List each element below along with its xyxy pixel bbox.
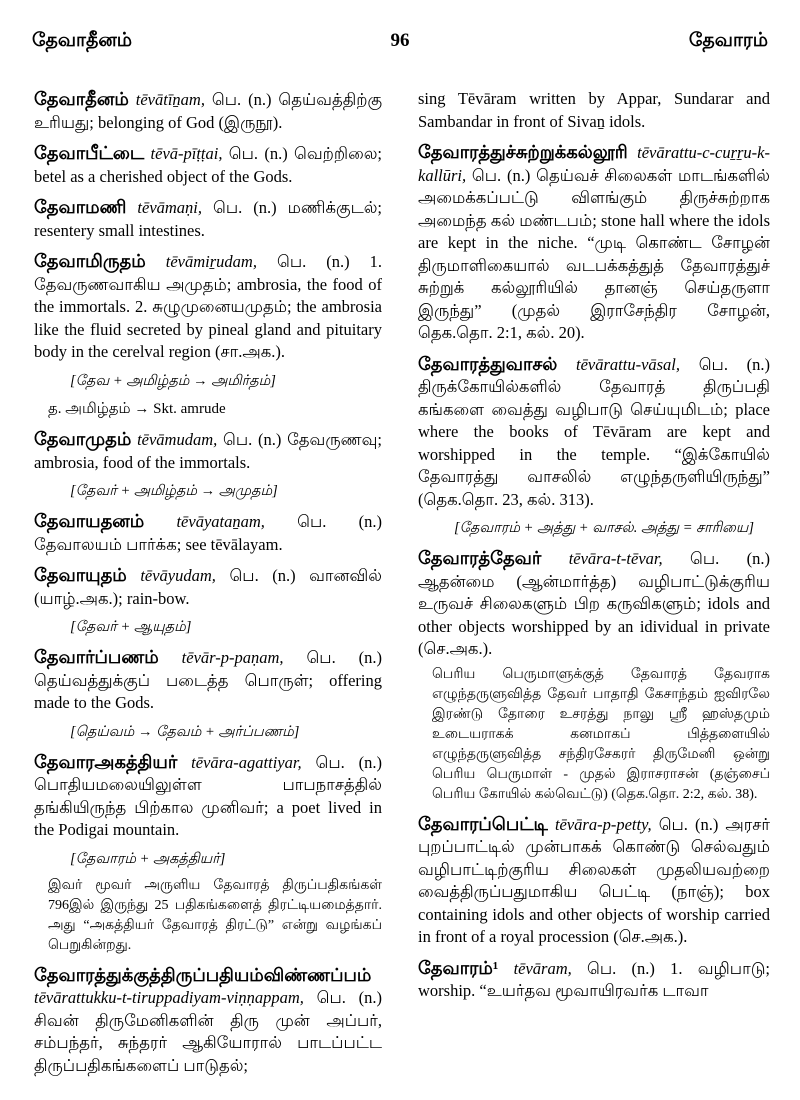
entry-definition: பெ. (n.) சிவன் திருமேனிகளின் திரு முன் அப்பர், சம்பந்தர், சுந்தரர் ஆகியோரால் பாடப்பட்ட திருப்பதிகங்களைப் பாடுதல்; — [34, 988, 382, 1075]
entry-transliteration: tēvāra-p-petty, — [554, 814, 652, 834]
entry-definition: பெ. (n.) திருக்கோயில்களில் தேவாரத் திருப்பதி கங்களை வைத்து வழிபாடு செய்யுமிடம்; place where the books of Tēvāram are kept and worshipped in the temple. “இக்கோயில் தேவாரத்து வாசலில் எழுந்தருளியிருந்து” (தெக.தொ. 23, கல். 313). — [418, 354, 771, 509]
dictionary-entry — [418, 141, 770, 345]
entry-transliteration: tēvārattu-c-cuṟṟu-k-kallūri, — [418, 143, 770, 185]
dictionary-entry — [34, 510, 382, 556]
entry-transliteration: tēvāra-agattiyar, — [191, 752, 302, 772]
entry-headword: தேவாயதனம் — [34, 511, 145, 531]
entry-note: இவர் மூவர் அருளிய தேவாரத் திருப்பதிகங்கள் 796இல் இருந்து 25 பதிகங்களைத் திரட்டியமைத்தார். அது “அகத்தியர் தேவாரத் திரட்டு” என்று வழங்கப் பெறுகின்றது. — [48, 877, 382, 953]
entry-headword: தேவாரம்¹ — [418, 957, 499, 978]
running-head-left: தேவாதீனம் — [32, 30, 133, 51]
entry-etymology: [தேவர் + அமிழ்தம் → அமுதம்] — [70, 483, 278, 499]
entry-headword: தேவாமணி — [34, 197, 127, 217]
entry-definition: பெ. (n.) மணிக்குடல்; resentery small intestines. — [34, 198, 383, 240]
entry-transliteration: tēvā-pīṭṭai, — [150, 144, 223, 163]
entry-transliteration: tēvāmaṇi, — [137, 198, 203, 217]
entry-headword: தேவாயுதம் — [34, 565, 127, 585]
right-column — [418, 88, 770, 1011]
dictionary-entry — [34, 646, 382, 743]
entry-definition: பெ. (n.) வானவில் (யாழ்.அக.); rain-bow. — [34, 566, 382, 608]
entry-headword: தேவாமுதம் — [34, 429, 132, 449]
entry-etymology: [தேவர் + ஆயுதம்] — [70, 619, 192, 635]
dictionary-entry — [418, 353, 770, 540]
entry-body — [34, 428, 382, 474]
entry-definition: பெ. (n.) தெய்வத்துக்குப் படைத்த பொருள்; offering made to the Gods. — [34, 648, 382, 712]
entry-transliteration: tēvāra-t-tēvar, — [568, 549, 663, 568]
entry-definition: பெ. (n.) அரசர் புறப்பாட்டில் முன்பாகக் கொண்டு செல்வதும் வழிபாட்டிற்குரிய சிலைகள் முதலியவற்றை வைத்திருப்பதுமாகிய பெட்டி (நாஞ்); box containing idols and other objects of worship carried in front of a royal procession (செ.அக.). — [418, 814, 771, 946]
dictionary-entry — [34, 751, 382, 956]
page-number: 96 — [390, 30, 410, 51]
entry-etymology: [தேவ + அமிழ்தம் → அமிர்தம்] — [70, 372, 276, 389]
entry-body — [418, 88, 770, 133]
entry-definition: பெ. (n.) ஆதன்மை (ஆன்மார்த்த) வழிபாட்டுக்குரிய உருவச் சிலைகளும் பிற கருவிகளும்; idols and other objects worshipped by an idividual in private (செ.அக.). — [418, 549, 771, 658]
entry-headword: தேவாபீட்டை — [34, 143, 145, 163]
page-header — [32, 30, 768, 64]
entry-headword: தேவார்ப்பணம் — [34, 647, 159, 667]
entry-headword: தேவாரஅகத்தியர் — [34, 751, 178, 772]
entry-definition: பெ. (n.) 1. தேவருணவாகிய அமுதம்; ambrosia, the food of the immortals. 2. சுழுமுனையமுதம்; the ambrosia like the fluid secreted by pineal gland and pituitary body in the cerelval region (சா.அக.). — [34, 252, 382, 361]
entry-definition: பெ. (n.) தெய்வச் சிலைகள் மாடங்களில் அமைக்கப்பட்டு விளங்கும் திருச்சுற்றாக அமைந்த கல் மண்டபம்; stone hall where the idols are kept in the niche. “முடி கொண்ட சோழன் திருமாளிகையால் வடபக்கத்துத் தேவாரத்துச் சுற்றுக் கல்லூரியில் தானஞ் செய்தருளா இருந்து” (முதல் இராசேந்திர சோழன், தெக.தொ. 2:1, கல். 20). — [418, 165, 770, 342]
entry-headword: தேவாதீனம் — [34, 89, 129, 109]
entry-body — [34, 564, 382, 610]
entry-derivation: த. அமிழ்தம் → Skt. amrude — [48, 400, 226, 417]
dictionary-entry — [34, 250, 382, 420]
entry-headword: தேவாரத்துச்சுற்றுக்கல்லூரி — [418, 142, 628, 162]
entry-etymology: [தேவாரம் + அகத்தியர்] — [70, 850, 226, 867]
entry-body — [418, 353, 770, 512]
entry-transliteration: tēvāram, — [513, 958, 572, 978]
entry-body — [418, 813, 770, 949]
running-head-right: தேவாரம் — [688, 30, 768, 51]
dictionary-entry — [418, 88, 770, 133]
entry-body — [418, 141, 770, 345]
dictionary-entry — [418, 957, 770, 1003]
entry-definition: பெ. (n.) தேவாலயம் பார்க்க; see tēvālayam. — [34, 512, 382, 554]
dictionary-entry — [418, 813, 770, 949]
entry-definition: sing Tēvāram written by Appar, Sundarar and Sambandar in front of Sivaṉ idols. — [418, 89, 770, 131]
entry-transliteration: tēvārattu-vāsal, — [576, 354, 681, 374]
entry-definition: பெ. (n.) தெய்வத்திற்கு உரியது; belonging of God (இருநூ). — [34, 90, 383, 132]
entry-body — [34, 88, 382, 134]
entry-note: பெரிய பெருமாளுக்குத் தேவாரத் தேவராக எழுந்தருளுவித்த தேவர் பாதாதி கேசாந்தம் ஐவிரலே இரண்டு தோரை உசரத்து நாலு ஸ்ரீ ஹஸ்தமும் உடையராகக் கனமாகப் பித்தளையில் எழுந்தருளுவித்த சந்திரசேகரர் திருமேனி ஒன்று பெரிய பெருமாள் - முதல் இராசராசன் (தஞ்சைப் பெரிய கோயில் கல்வெட்டு) (தெக.தொ. 2:2, கல். 38). — [432, 666, 770, 802]
entry-body — [34, 510, 382, 556]
entry-body — [418, 547, 770, 661]
entry-transliteration: tēvār-p-paṇam, — [181, 648, 284, 667]
entry-definition: பெ. (n.) பொதியமலையிலுள்ள பாபநாசத்தில் தங்கியிருந்த பிற்கால முனிவர்; a poet lived in the Podigai mountain. — [34, 752, 382, 839]
entry-body — [34, 964, 382, 1078]
dictionary-entry — [34, 964, 382, 1078]
entry-transliteration: tēvātīṉam, — [135, 90, 205, 109]
entry-definition: பெ. (n.) 1. வழிபாடு; worship. “உயர்தவ மூவாயிரவர்க டாவா — [418, 958, 771, 1000]
entry-definition: பெ. (n.) வெற்றிலை; betel as a cherished object of the Gods. — [34, 144, 382, 186]
entry-body — [34, 751, 382, 842]
entry-body — [34, 250, 382, 364]
dictionary-entry — [418, 547, 770, 805]
entry-transliteration: tēvāmiṟudam, — [165, 252, 257, 271]
entry-headword: தேவாரப்பெட்டி — [418, 813, 548, 834]
entry-headword: தேவாரத்தேவர் — [418, 548, 542, 568]
entry-definition: பெ. (n.) தேவருணவு; ambrosia, food of the immortals. — [34, 430, 383, 472]
dictionary-entry — [34, 142, 382, 188]
entry-body — [34, 646, 382, 715]
entry-body — [34, 196, 382, 242]
dictionary-entry — [34, 564, 382, 638]
entry-headword: தேவாமிருதம் — [34, 251, 146, 271]
dictionary-entry — [34, 196, 382, 242]
left-column — [34, 88, 382, 1085]
entry-transliteration: tēvāyudam, — [140, 566, 216, 585]
entry-etymology: [தெய்வம் → தேவம் + அர்ப்பணம்] — [70, 723, 300, 740]
entry-transliteration: tēvāmudam, — [137, 430, 218, 449]
entry-headword: தேவாரத்துவாசல் — [418, 353, 558, 374]
entry-transliteration: tēvāyataṉam, — [176, 512, 265, 531]
dictionary-entry — [34, 428, 382, 502]
entry-body — [418, 957, 770, 1003]
dictionary-entry — [34, 88, 382, 134]
entry-body — [34, 142, 382, 188]
entry-etymology: [தேவாரம் + அத்து + வாசல். அத்து = சாரியை] — [454, 520, 754, 536]
entry-transliteration: tēvārattukku-t-tiruppadiyam-viṇṇappam, — [34, 988, 304, 1007]
entry-headword: தேவாரத்துக்குத்திருப்பதியம்விண்ணப்பம் — [34, 964, 372, 985]
